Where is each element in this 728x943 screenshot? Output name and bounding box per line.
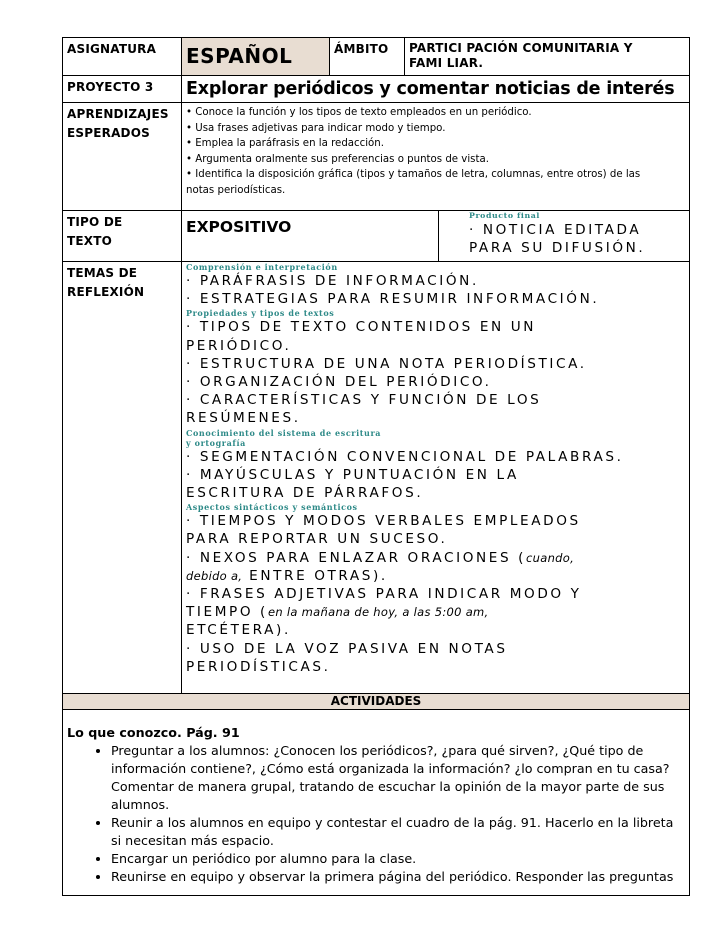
nexos-example-debido: debido a, (186, 568, 243, 583)
lesson-plan-page (62, 37, 689, 896)
actividades-heading: Lo que conozco. Pág. 91 (67, 725, 240, 740)
nexos-suffix: ENTRE OTRAS). (242, 567, 388, 584)
asignatura-row (63, 38, 690, 76)
tema-item: · SEGMENTACIÓN CONVENCIONAL DE PALABRAS. (186, 448, 624, 465)
producto-final-heading: Producto final (469, 211, 540, 220)
aprendizajes-label (63, 103, 182, 211)
actividades-list (67, 742, 685, 886)
tema-item-frases (186, 603, 685, 621)
temas-section-heading: Comprensión e interpretación (186, 262, 338, 272)
tema-item: PERIÓDICO. (186, 337, 292, 354)
tema-item: PERIODÍSTICAS. (186, 658, 331, 675)
aprendizaje-item: • Emplea la paráfrasis en la redacción. (186, 138, 384, 150)
nexos-prefix: · NEXOS PARA ENLAZAR ORACIONES ( (186, 549, 527, 566)
actividades-row (63, 710, 690, 896)
nexos-example-cuando: cuando, (526, 550, 575, 565)
tema-item: · ESTRUCTURA DE UNA NOTA PERIODÍSTICA. (186, 355, 587, 372)
tema-item: · MAYÚSCULAS Y PUNTUACIÓN EN LA (186, 466, 519, 483)
ambito-value (405, 38, 690, 76)
actividad-item: • Reunirse en equipo y observar la primera página del periódico. Responder las preguntas (111, 868, 685, 886)
actividad-item: • Encargar un periódico por alumno para la clase. (111, 850, 685, 868)
ambito-value-line2: FAMI LIAR. (409, 56, 484, 70)
tipo-texto-label-line1: TIPO DE (67, 215, 123, 229)
temas-label-line2: REFLEXIÓN (67, 285, 145, 299)
tema-item: · ORGANIZACIÓN DEL PERIÓDICO. (186, 374, 492, 391)
tipo-texto-value-text: EXPOSITIVO (186, 218, 292, 236)
tema-item: RESÚMENES. (186, 410, 301, 427)
actividad-item: • Reunir a los alumnos en equipo y contestar el cuadro de la pág. 91. Hacerlo en la libreta si necesitan más espacio. (111, 814, 685, 850)
temas-content (182, 262, 690, 694)
asignatura-label: ASIGNATURA (63, 38, 182, 76)
temas-row (63, 262, 690, 694)
actividades-header: ACTIVIDADES (63, 694, 690, 710)
frases-example: en la mañana de hoy, a las 5:00 am, (267, 605, 489, 620)
tipo-texto-label (63, 211, 182, 262)
lesson-plan-table (62, 37, 690, 896)
tema-item: PARA REPORTAR UN SUCESO. (186, 531, 448, 548)
temas-section-heading: Propiedades y tipos de textos (186, 308, 335, 319)
tema-item-nexos (186, 549, 685, 567)
tema-item: ETCÉTERA). (186, 622, 291, 639)
aprendizajes-label-line2: ESPERADOS (67, 126, 150, 140)
producto-final-cell (439, 211, 690, 262)
tema-item-nexos-cont (186, 567, 685, 585)
proyecto-title: Explorar periódicos y comentar noticias de interés (182, 76, 690, 103)
tema-item: · FRASES ADJETIVAS PARA INDICAR MODO Y (186, 586, 582, 603)
tema-item: ESCRITURA DE PÁRRAFOS. (186, 485, 424, 502)
ambito-label: ÁMBITO (330, 38, 405, 76)
tipo-texto-label-line2: TEXTO (67, 234, 113, 248)
aprendizaje-item: notas periodísticas. (186, 184, 286, 196)
actividades-header-row (63, 694, 690, 710)
temas-section-heading: Aspectos sintácticos y semánticos (186, 502, 358, 513)
tema-item: · TIEMPOS Y MODOS VERBALES EMPLEADOS (186, 513, 581, 530)
producto-final-line2: PARA SU DIFUSIÓN. (469, 240, 646, 257)
aprendizajes-list (182, 103, 690, 211)
proyecto-row (63, 76, 690, 103)
temas-label (63, 262, 182, 694)
tema-item: · PARÁFRASIS DE INFORMACIÓN. (186, 273, 479, 289)
asignatura-value: ESPAÑOL (182, 38, 330, 76)
actividades-content (63, 710, 690, 896)
aprendizaje-item: • Conoce la función y los tipos de texto empleados en un periódico. (186, 107, 532, 118)
frases-prefix: TIEMPO ( (186, 604, 268, 621)
temas-section-heading-line1: Conocimiento del sistema de escritura (186, 427, 382, 438)
aprendizaje-item: • Usa frases adjetivas para indicar modo y tiempo. (186, 122, 446, 134)
tipo-texto-row (63, 211, 690, 262)
aprendizajes-label-line1: APRENDIZAJES (67, 107, 169, 121)
aprendizaje-item: • Argumenta oralmente sus preferencias o puntos de vista. (186, 153, 489, 165)
tipo-texto-value (182, 211, 439, 262)
aprendizaje-item: • Identifica la disposición gráfica (tipos y tamaños de letra, columnas, entre otros) de las (186, 169, 641, 181)
proyecto-label: PROYECTO 3 (63, 76, 182, 103)
actividad-item: • Preguntar a los alumnos: ¿Conocen los periódicos?, ¿para qué sirven?, ¿Qué tipo de información contiene?, ¿Cómo está organizada la información? ¿lo compran en tu casa? Comentar de manera grupal, tratando de escuchar la opinión de la mayor parte de sus alumnos. (111, 742, 685, 814)
tema-item: · TIPOS DE TEXTO CONTENIDOS EN UN (186, 319, 537, 336)
tema-item: · CARACTERÍSTICAS Y FUNCIÓN DE LOS (186, 392, 542, 409)
tema-item: · ESTRATEGIAS PARA RESUMIR INFORMACIÓN. (186, 291, 600, 308)
aprendizajes-row (63, 103, 690, 211)
temas-section-heading-line2: y ortografía (186, 437, 246, 448)
ambito-value-line1: PARTICI PACIÓN COMUNITARIA Y (409, 41, 633, 55)
temas-label-line1: TEMAS DE (67, 266, 138, 280)
producto-final-line1: · NOTICIA EDITADA (469, 222, 642, 238)
tema-item: · USO DE LA VOZ PASIVA EN NOTAS (186, 640, 508, 657)
